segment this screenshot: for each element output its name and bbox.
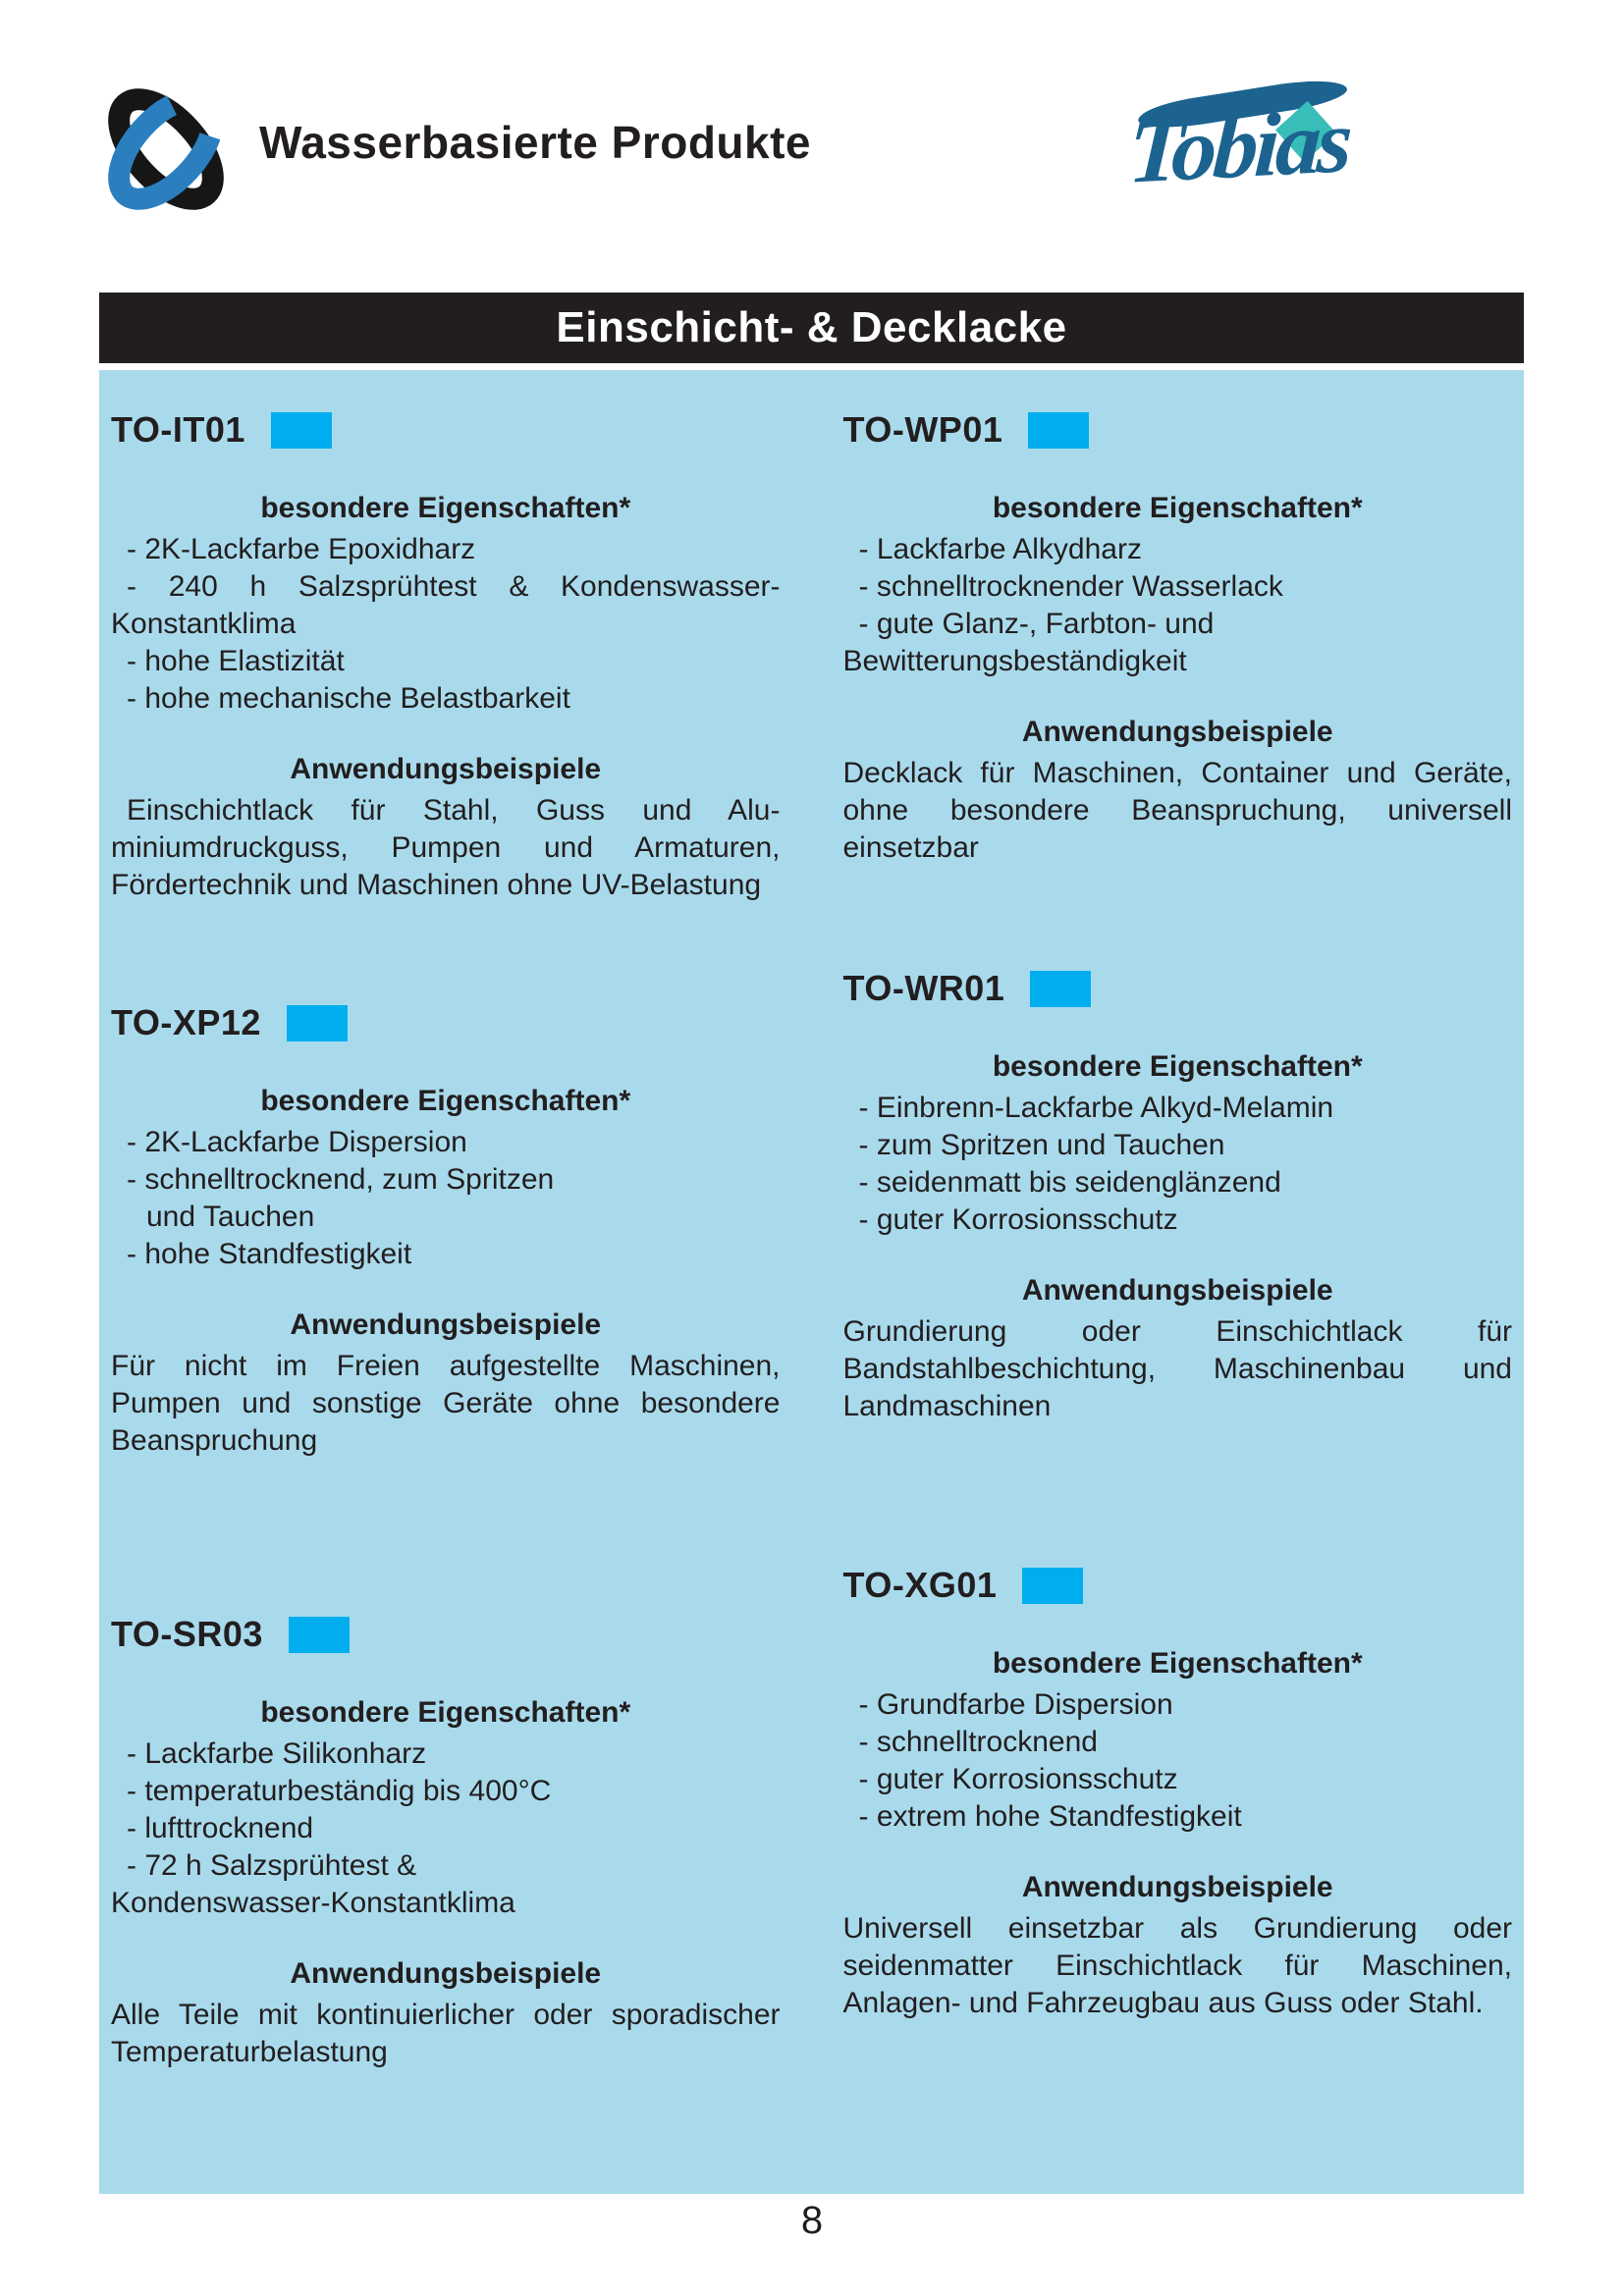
product-code: TO-WR01 [842, 968, 1005, 1008]
content-box [99, 370, 1524, 2194]
page-title: Wasserbasierte Produkte [259, 117, 812, 168]
color-swatch [1022, 1568, 1083, 1604]
application-text: Für nicht im Freien aufgestellte Maschinen, Pumpen und sonstige Geräte ohne besondere Beanspruchung [111, 1350, 781, 1457]
properties-list [111, 1124, 781, 1273]
product-code: TO-SR03 [111, 1614, 263, 1654]
brand-name: Tobias [1125, 90, 1352, 202]
right-column [843, 370, 1513, 2071]
applications-heading: Anwendungsbeispiele [1021, 1274, 1333, 1307]
property-item: - 2K-Lackfarbe Dispersion [127, 1126, 467, 1158]
color-swatch [1030, 971, 1091, 1007]
application-text: Universell einsetzbar als Grundierung oder seidenmatter Einschichtlack für Maschinen, Anlagen- und Fahrzeugbau aus Guss oder Stahl. [842, 1912, 1512, 2019]
property-item: - guter Korrosionsschutz [858, 1203, 1178, 1236]
properties-heading: besondere Eigenschaften* [992, 1647, 1363, 1680]
product-section-to-xp12 [111, 1002, 781, 1460]
application-text: Grundierung oder Einschichtlack für Bandstahlbeschichtung, Maschinenbau und Landmaschinen [842, 1315, 1512, 1422]
property-item: - hohe mechanische Belastbarkeit [127, 682, 570, 715]
applications-heading: Anwendungsbeispiele [290, 1308, 602, 1341]
application-text: Alle Teile mit kontinuierlicher oder sporadischer Temperaturbelastung [111, 1999, 781, 2068]
application-text: Einschichtlack für Stahl, Guss und Aluminiumdruckguss, Pumpen und Armaturen, Fördertechnik und Maschinen ohne UV-Belastung [111, 794, 781, 901]
product-section-to-sr03 [111, 1614, 781, 2071]
property-item: - Einbrenn-Lackfarbe Alkyd-Melamin [858, 1092, 1334, 1124]
properties-list [111, 531, 781, 718]
property-item: - schnelltrocknend, zum Spritzen [127, 1163, 555, 1196]
properties-heading: besondere Eigenschaften* [260, 492, 631, 524]
color-swatch [289, 1617, 350, 1653]
product-section-to-wr01 [843, 968, 1513, 1425]
properties-list [843, 1686, 1513, 1836]
properties-heading: besondere Eigenschaften* [260, 1696, 631, 1729]
company-logo-icon [88, 75, 244, 224]
property-item: - 72 h Salzsprühtest & [127, 1849, 417, 1882]
product-code: TO-WP01 [842, 409, 1003, 450]
brand-logo [1125, 84, 1522, 222]
properties-list [111, 1735, 781, 1922]
property-item: - Grundfarbe Dispersion [858, 1688, 1173, 1721]
properties-list [843, 1090, 1513, 1239]
property-item: Kondenswasser-Konstantklima [111, 1887, 515, 1919]
property-item: - lufttrocknend [127, 1812, 314, 1844]
color-swatch [1028, 412, 1089, 449]
property-item: und Tauchen [146, 1201, 315, 1233]
property-item: - hohe Standfestigkeit [127, 1238, 412, 1270]
property-item: - extrem hohe Standfestigkeit [858, 1800, 1242, 1833]
product-section-to-xg01 [843, 1565, 1513, 2022]
application-text: Decklack für Maschinen, Container und Geräte, ohne besondere Beanspruchung, universell einsetzbar [842, 757, 1512, 864]
section-banner: Einschicht- & Decklacke [99, 293, 1524, 363]
property-item: - schnelltrocknend [858, 1726, 1098, 1758]
property-item: - 2K-Lackfarbe Epoxidharz [127, 533, 476, 565]
properties-heading: besondere Eigenschaften* [992, 492, 1363, 524]
applications-heading: Anwendungsbeispiele [1021, 716, 1333, 748]
properties-heading: besondere Eigenschaften* [260, 1085, 631, 1117]
product-code: TO-XP12 [111, 1002, 261, 1042]
applications-heading: Anwendungsbeispiele [1021, 1871, 1333, 1903]
color-swatch [287, 1005, 348, 1041]
property-item: - gute Glanz-, Farbton- und Bewitterungsbeständigkeit [842, 608, 1215, 677]
product-code: TO-XG01 [842, 1565, 998, 1605]
product-code: TO-IT01 [111, 409, 245, 450]
property-item: - Lackfarbe Silikonharz [127, 1737, 427, 1770]
properties-heading: besondere Eigenschaften* [992, 1050, 1363, 1083]
properties-list [843, 531, 1513, 680]
property-item: - Lackfarbe Alkydharz [858, 533, 1142, 565]
product-section-to-wp01 [843, 409, 1513, 867]
property-item: - temperaturbeständig bis 400°C [127, 1775, 552, 1807]
property-item: - schnelltrocknender Wasserlack [858, 570, 1283, 603]
left-column [111, 370, 781, 2071]
property-item: - hohe Elastizität [127, 645, 345, 677]
property-item: - seidenmatt bis seidenglänzend [858, 1166, 1281, 1199]
product-section-to-it01 [111, 409, 781, 904]
color-swatch [271, 412, 332, 449]
page-number: 8 [800, 2199, 824, 2242]
property-item: - zum Spritzen und Tauchen [858, 1129, 1225, 1161]
property-item: - 240 h Salzsprühtest & Kondenswasser-Konstantklima [111, 570, 781, 640]
applications-heading: Anwendungsbeispiele [290, 1957, 602, 1990]
property-item: - guter Korrosionsschutz [858, 1763, 1178, 1795]
applications-heading: Anwendungsbeispiele [290, 753, 602, 785]
